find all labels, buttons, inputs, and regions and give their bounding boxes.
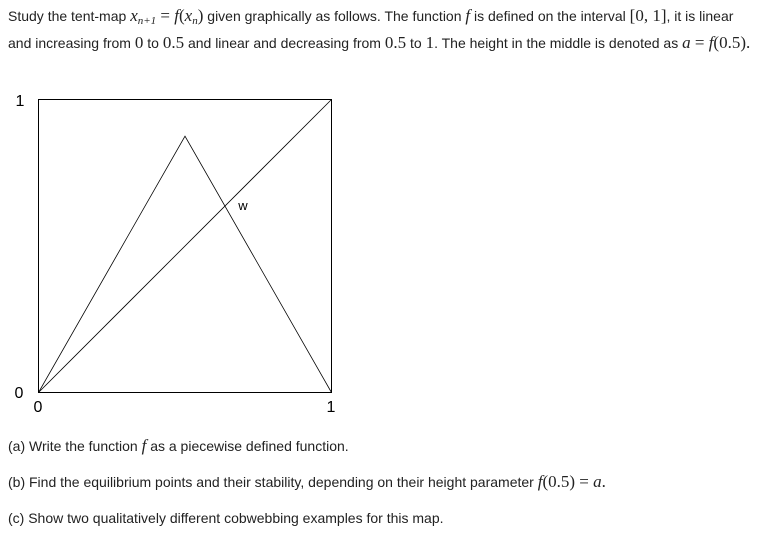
math-f: f: [537, 472, 543, 491]
math-equals: =: [156, 6, 175, 25]
math-period: .: [746, 33, 751, 52]
question-c: [8, 508, 444, 528]
question-text: (c) Show two qualitatively different cobwebbing examples for this map.: [8, 510, 444, 526]
math-number: 0.5: [162, 33, 185, 52]
question-text: (b) Find the equilibrium points and their stability, depending on their height parameter: [8, 474, 538, 490]
math-number: 1: [425, 33, 435, 52]
question-b: [8, 472, 606, 492]
x-tick-right-label: 1: [326, 399, 336, 416]
tent-map-diagram: [0, 86, 764, 421]
statement-text: to: [406, 35, 426, 51]
statement-text: and linear and decreasing from: [184, 35, 385, 51]
math-paren: (: [179, 6, 185, 25]
math-a: a: [593, 472, 602, 491]
statement-text: Study the tent-map: [8, 8, 131, 24]
math-f: f: [141, 436, 147, 455]
math-number: 0.5: [384, 33, 407, 52]
math-x: x: [184, 6, 193, 25]
math-number: 0: [134, 33, 144, 52]
math-subscript: n: [192, 15, 198, 27]
diagonal-line: [39, 100, 332, 393]
question-text: as a piecewise defined function.: [146, 438, 349, 454]
math-x: x: [130, 6, 138, 25]
statement-text: . The height in the middle is denoted as: [434, 35, 683, 51]
math-equals: =: [690, 33, 709, 52]
statement-text: to: [143, 35, 163, 51]
math-argument: (0.5): [713, 33, 746, 52]
math-paren: ): [197, 6, 204, 25]
math-a: a: [682, 33, 691, 52]
math-subscript: n+1: [137, 15, 157, 27]
math-f: f: [708, 33, 714, 52]
intersection-label: w: [238, 198, 248, 213]
math-interval: [0, 1]: [629, 6, 667, 25]
y-tick-top-label: 1: [15, 93, 25, 110]
math-period: .: [601, 472, 606, 491]
tent-graph: [39, 136, 332, 392]
statement-text: , it is linear and increasing from: [8, 8, 734, 51]
y-tick-bottom-label: 0: [14, 385, 24, 402]
question-text: (a) Write the function: [8, 438, 142, 454]
question-a: [8, 436, 349, 456]
math-expression: (0.5) =: [542, 472, 594, 491]
problem-statement: [8, 5, 753, 54]
x-tick-left-label: 0: [33, 399, 43, 416]
statement-text: is defined on the interval: [470, 8, 630, 24]
math-f: f: [174, 6, 179, 25]
statement-text: given graphically as follows. The function: [203, 8, 466, 24]
math-f: f: [465, 6, 471, 25]
